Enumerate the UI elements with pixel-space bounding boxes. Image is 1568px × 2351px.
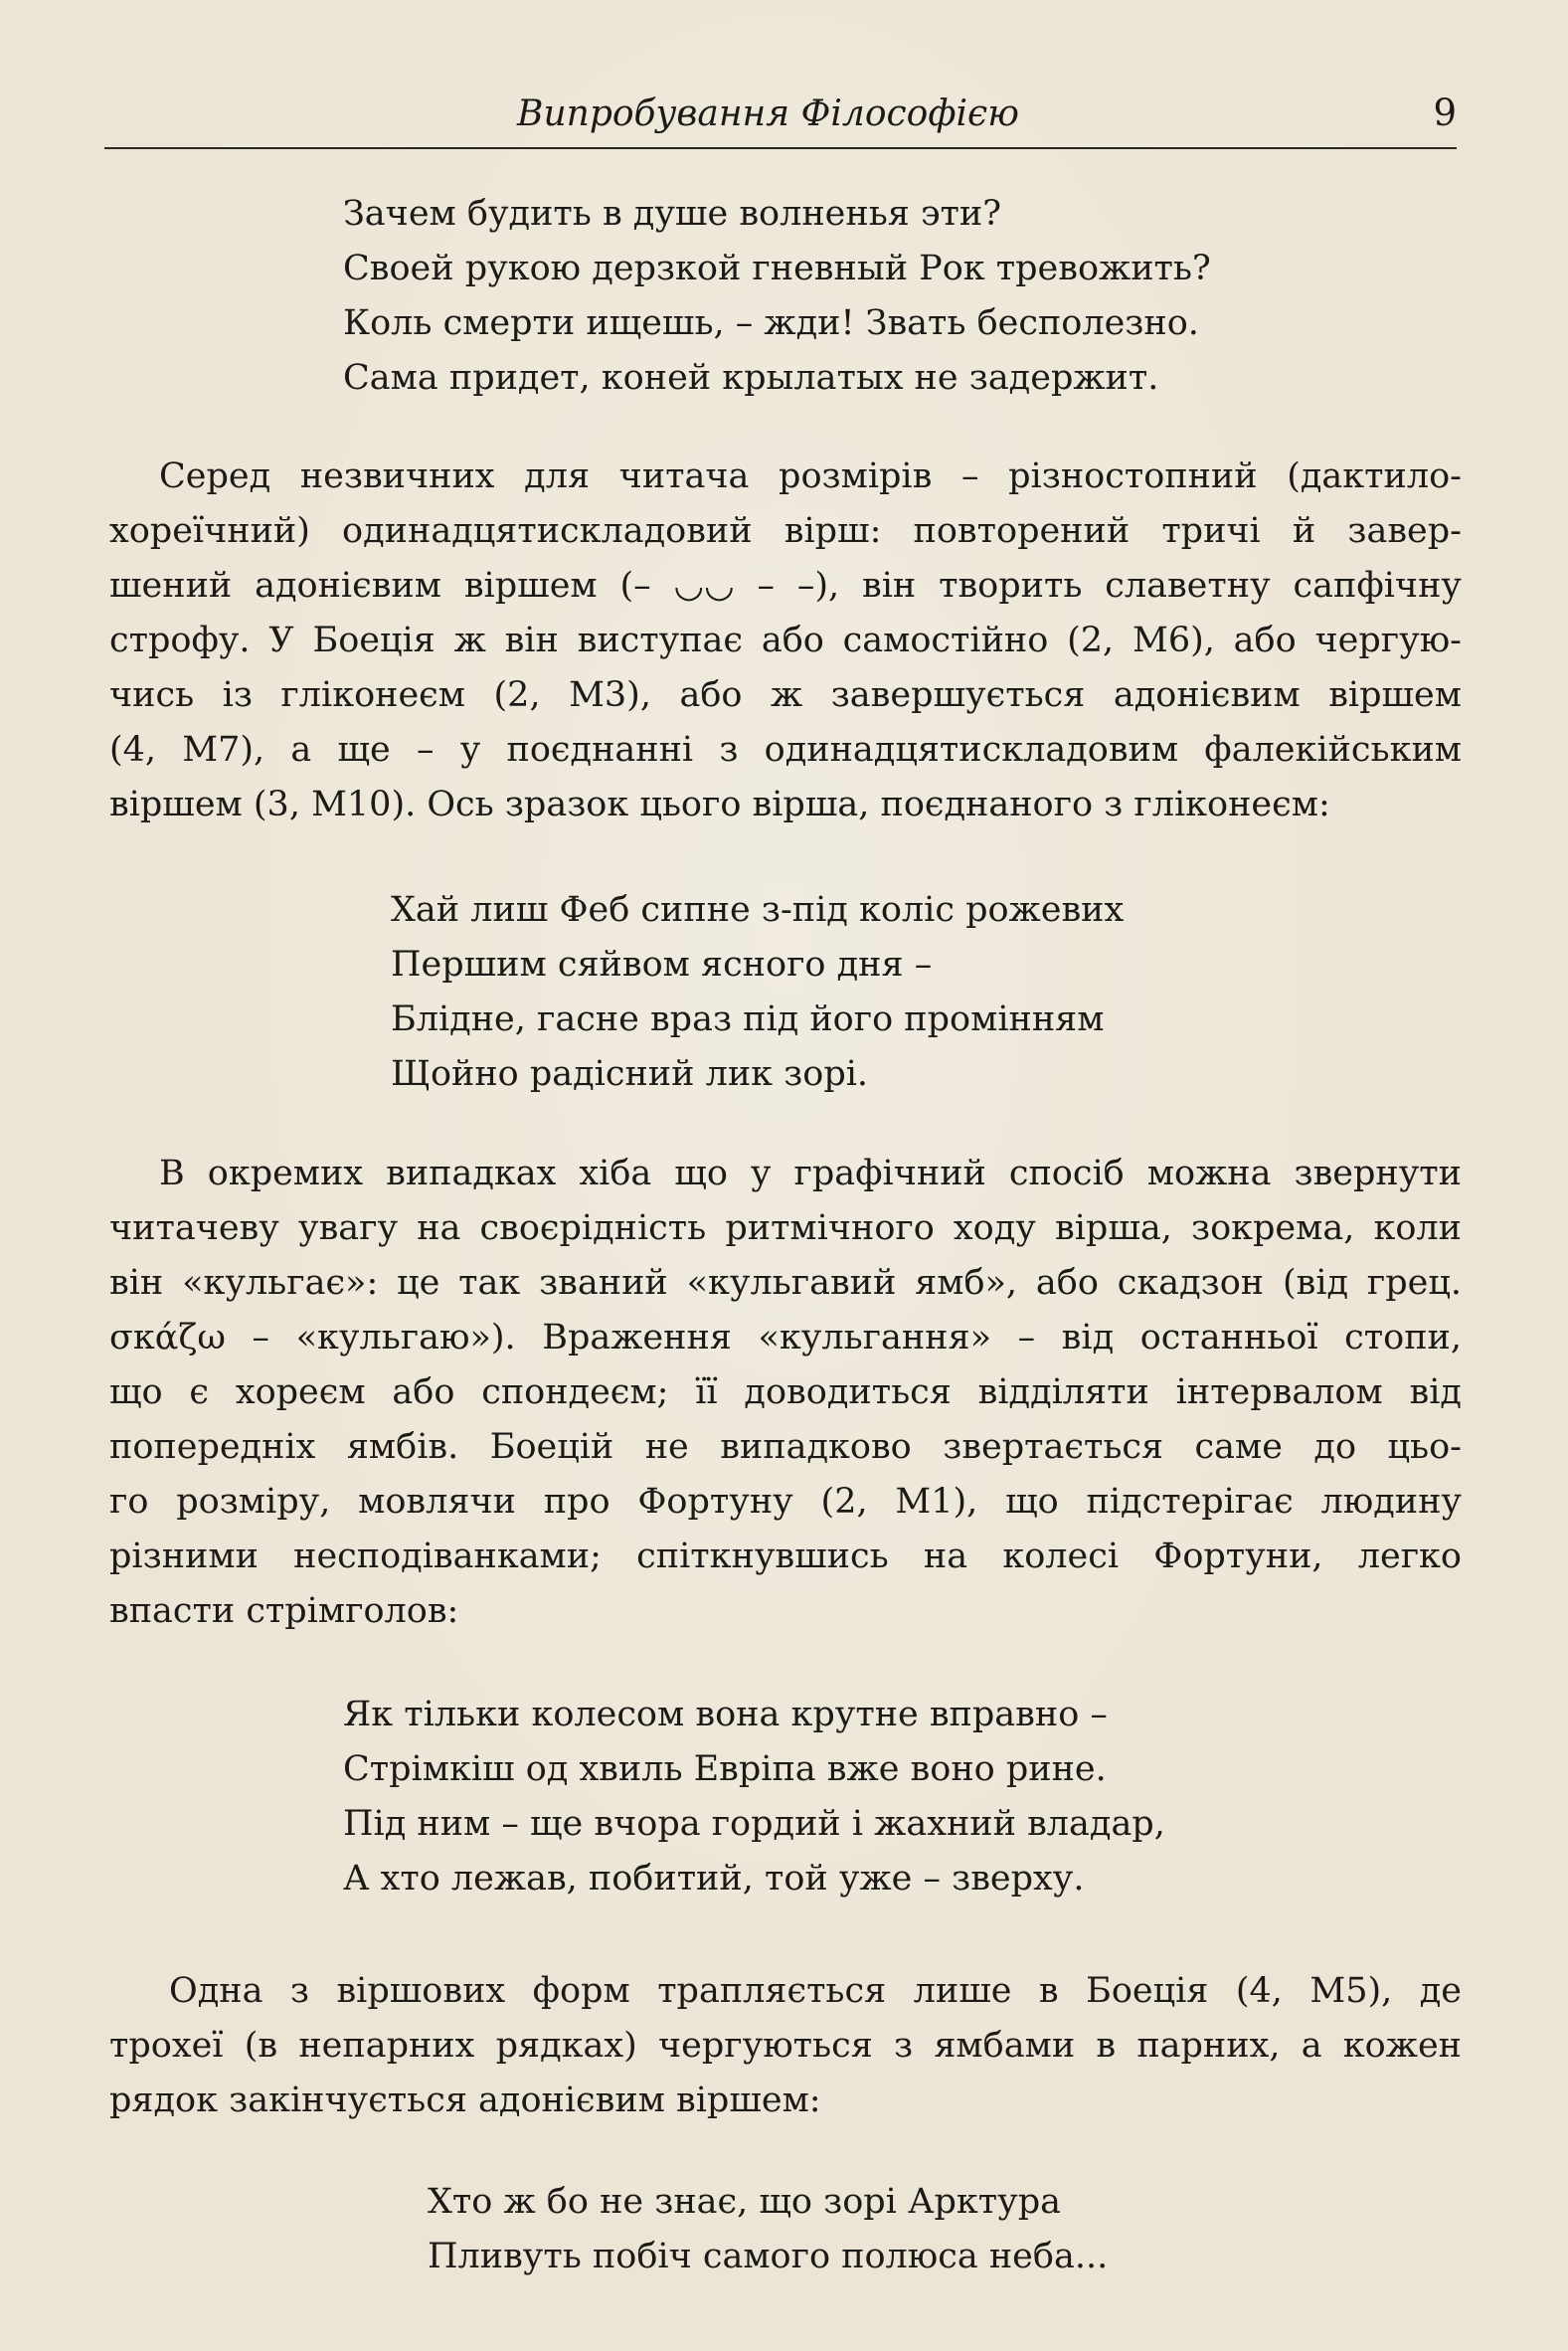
prose-line: Одна з віршових форм трапляється лише в Боеція (4, М5), де (169, 1971, 1462, 2011)
verse-line: Як тільки колесом вона крутне вправно – (343, 1695, 1108, 1734)
verse-line: Під ним – ще вчора гордий і жахний владар, (343, 1804, 1165, 1844)
prose-line: рядок закінчується адонієвим віршем: (109, 2080, 821, 2120)
prose-line: σκάζω – «кульгаю»). Враження «кульгання» – від останньої стопи, (109, 1318, 1462, 1357)
verse-line: Коль смерти ищешь, – жди! Звать бесполезно. (343, 303, 1199, 343)
prose-line: го розміру, мовлячи про Фортуну (2, М1), що підстерігає людину (109, 1482, 1462, 1522)
verse-line: Сама придет, коней крылатых не задержит. (343, 358, 1159, 398)
prose-line: що є хореєм або спондеєм; її доводиться відділяти інтервалом від (109, 1372, 1462, 1412)
prose-line: впасти стрімголов: (109, 1591, 459, 1631)
verse-line: Хай лиш Феб сипне з-під коліс рожевих (391, 890, 1125, 930)
prose-line: чись із гліконеєм (2, М3), або ж завершується адонієвим віршем (109, 675, 1462, 715)
prose-line: трохеї (в непарних рядках) чергуються з ямбами в парних, а кожен (109, 2026, 1462, 2066)
verse-line: Стрімкіш од хвиль Евріпа вже воно рине. (343, 1749, 1107, 1789)
verse-line: Хто ж бо не знає, що зорі Арктура (428, 2182, 1062, 2222)
verse-line: Зачем будить в душе волненья эти? (343, 194, 1002, 234)
verse-line: А хто лежав, побитий, той уже – зверху. (343, 1859, 1085, 1899)
verse-line: Пливуть побіч самого полюса неба... (428, 2237, 1109, 2276)
prose-line: віршем (3, М10). Ось зразок цього вірша, поєднаного з гліконеєм: (109, 785, 1330, 824)
prose-line: читачеву увагу на своєрідність ритмічного ходу вірша, зокрема, коли (109, 1208, 1462, 1248)
verse-line: Щойно радісний лик зорі. (391, 1054, 869, 1094)
prose-line: він «кульгає»: це так званий «кульгавий ямб», або скадзон (від грец. (109, 1263, 1462, 1303)
prose-line: строфу. У Боеція ж він виступає або самостійно (2, М6), або чергую- (109, 621, 1462, 660)
running-title: Випробування Філософією (517, 93, 1019, 134)
page-number: 9 (1433, 91, 1457, 134)
verse-line: Своей рукою дерзкой гневный Рок тревожить? (343, 249, 1211, 288)
prose-line: Серед незвичних для читача розмірів – різностопний (дактило- (159, 456, 1462, 496)
prose-line: (4, М7), а ще – у поєднанні з одинадцятискладовим фалекійським (109, 730, 1462, 770)
prose-line: хореїчний) одинадцятискладовий вірш: повторений тричі й завер- (109, 511, 1462, 551)
prose-line: різними несподіванками; спіткнувшись на колесі Фортуни, легко (109, 1537, 1462, 1576)
page-header (104, 88, 1457, 149)
prose-line: попередніх ямбів. Боецій не випадково звертається саме до цьо- (109, 1427, 1462, 1467)
prose-line: В окремих випадках хіба що у графічний спосіб можна звернути (159, 1154, 1462, 1193)
verse-line: Блідне, гасне враз під його промінням (391, 999, 1105, 1039)
prose-line: шений адонієвим віршем (– ◡◡ – –), він творить славетну сапфічну (109, 566, 1462, 606)
verse-line: Першим сяйвом ясного дня – (391, 945, 933, 985)
